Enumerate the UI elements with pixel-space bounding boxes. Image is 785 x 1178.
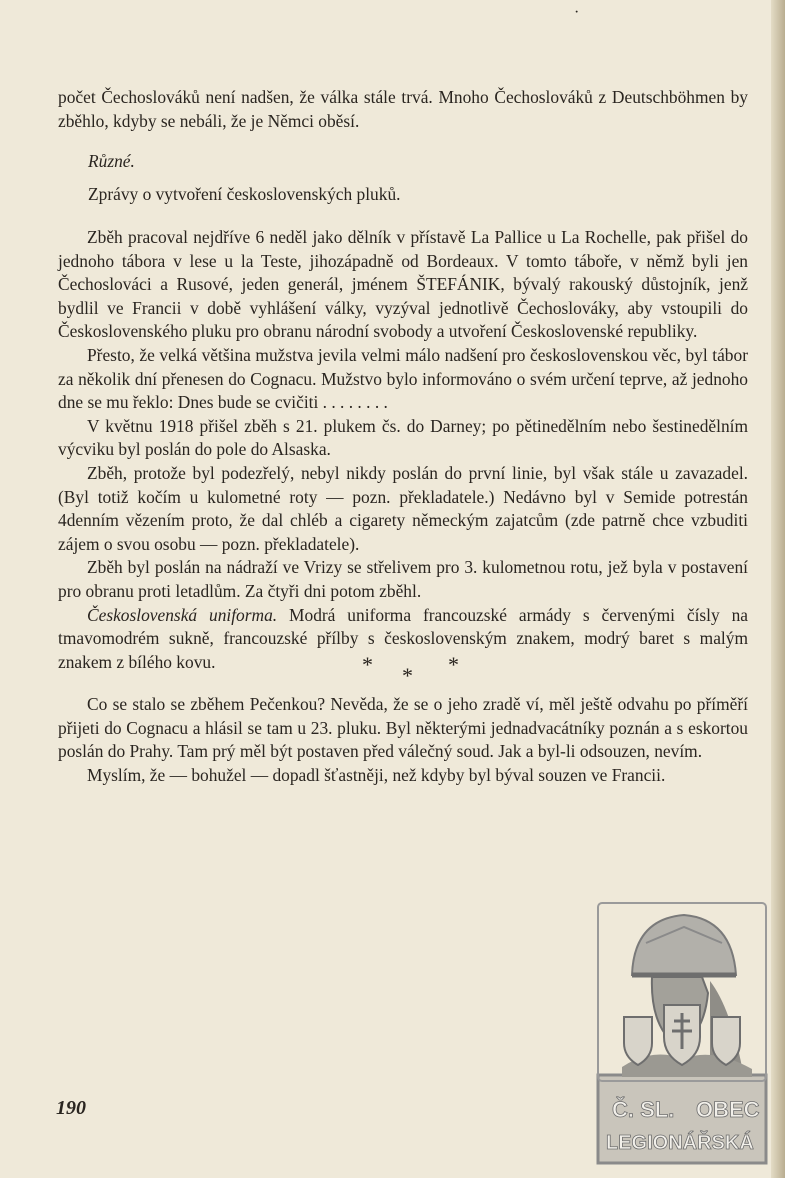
page-number: 190: [56, 1097, 86, 1119]
emblem-text-left: Č. SL.: [612, 1097, 675, 1122]
shield-right-icon: [712, 1017, 740, 1065]
paragraph-4: V květnu 1918 přišel zběh s 21. plukem čs. do Darney; po pětinedělním nebo šestinedělním výcviku byl poslán do pole do Alsaska.: [58, 415, 748, 460]
top-mark: ·: [574, 4, 580, 21]
text-block-top: [58, 86, 748, 133]
shield-left-icon: [624, 1017, 652, 1065]
section-divider-stars: [0, 652, 785, 692]
paragraph-9: Myslím, že — bohužel — dopadl šťastněji, než kdyby byl býval souzen ve Francii.: [87, 764, 666, 785]
text-block-bottom: [58, 693, 748, 787]
paragraph-7-rest: Modrá uniforma francouzské armády s červenými čísly na tmavomodrém sukně, francouzské přílby s československým znakem, modrý baret s malým znakem z bílého kovu.: [58, 604, 749, 672]
legion-emblem-logo: [592, 897, 772, 1169]
paragraph-1: počet Čechoslováků není nadšen, že válka stále trvá. Mnoho Čechoslováků z Deutschböhmen by zběhlo, kdyby se nebáli, že je Němci oběsí.: [58, 87, 748, 131]
divider-star-right: *: [448, 652, 459, 677]
paragraph-5: Zběh, protože byl podezřelý, nebyl nikdy poslán do první linie, byl však stále u zavazadel. (Byl totiž kočím u kulometné roty — pozn. překladatele.) Nedávno byl v Semide potrestán 4denním vězením proto, že dal chléb a cigarety německým zajatcům (zde patrně chce vzbuditi zájem o svou osobu — pozn. překladatele).: [58, 462, 748, 554]
subheading: Zprávy o vytvoření československých pluků.: [88, 184, 401, 204]
section-heading-wrap: [88, 151, 778, 172]
subheading-wrap: [88, 183, 748, 207]
paragraph-7-italic: Československá uniforma.: [87, 604, 278, 625]
paragraph-3: Přesto, že velká většina mužstva jevila velmi málo nadšení pro československou věc, byl tábor za několik dní přenesen do Cognacu. Mužstvo bylo informováno o svém určení teprve, až jednoho dne se mu řeklo: Dnes bude se cvičiti . . . . . . . .: [58, 344, 748, 413]
legion-emblem-graphic: [592, 897, 772, 1169]
paragraph-6: Zběh byl poslán na nádraží ve Vrizy se střelivem pro 3. kulometnou rotu, jež byla v postavení pro obranu proti letadlům. Za čtyři dni potom zběhl.: [58, 557, 748, 601]
emblem-text-right: OBEC: [696, 1097, 760, 1122]
paragraph-2: Zběh pracoval nejdříve 6 neděl jako dělník v přístavě La Pallice u La Rochelle, pak přišel do jednoho tábora v lese u la Teste, jihozápadně od Bordeaux. V tomto táboře, v němž byli jen Čechoslováci a Rusové, jeden generál, jménem ŠTEFÁNIK, bývalý rakouský důstojník, jenž bydlil ve Francii v době vyhlášení války, vyzýval jednotlivě Čechoslováky, aby vstoupili do Československého pluku pro obranu národní svobody a utvoření Československé republiky.: [58, 227, 748, 342]
page-edge-shadow: [771, 0, 785, 1178]
divider-star-center: *: [402, 663, 413, 688]
paragraph-8: Co se stalo se zběhem Pečenkou? Nevěda, že se o jeho zradě ví, měl ještě odvahu po příměří přijeti do Cognacu a hlásil se tam u 23. pluku. Byl některými jednadvacátníky poznán a s eskortou poslán do Prahy. Tam prý měl být postaven před válečný soud. Jak a byl-li odsouzen, nevím.: [58, 694, 748, 762]
emblem-text-bottom: LEGIONÁŘSKÁ: [606, 1132, 754, 1154]
divider-star-left: *: [362, 652, 373, 677]
section-heading: Různé.: [88, 151, 135, 171]
text-block-main: [58, 226, 748, 674]
